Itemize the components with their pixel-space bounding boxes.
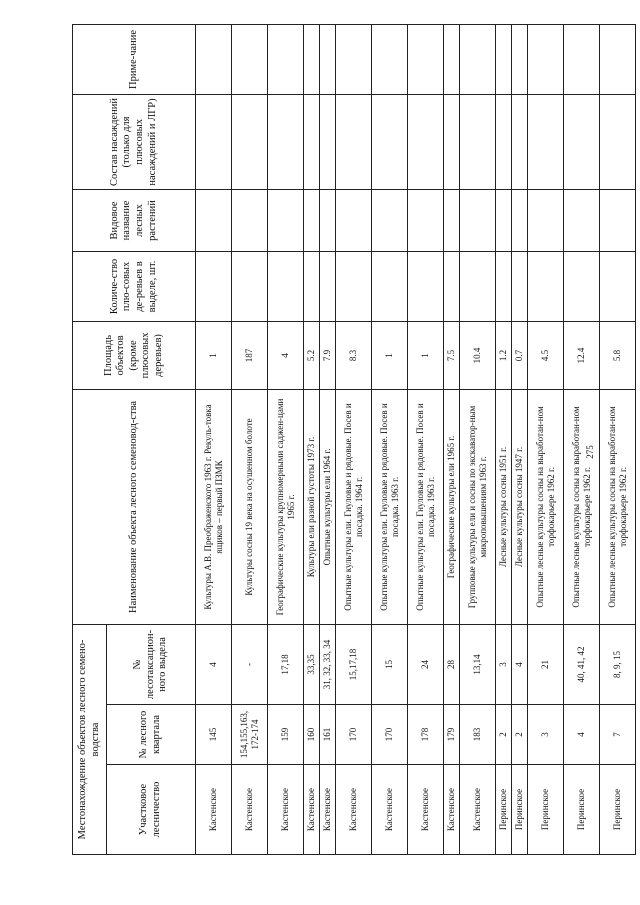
cell-tree-count — [320, 251, 336, 321]
table-row — [460, 24, 496, 854]
cell-composition — [408, 94, 444, 189]
cell-note — [512, 24, 528, 94]
cell-species — [528, 189, 564, 251]
cell-tree-count — [496, 251, 512, 321]
table-row — [408, 24, 444, 854]
table-row — [196, 24, 232, 854]
table-row — [372, 24, 408, 854]
table-row — [512, 24, 528, 854]
cell-note — [196, 24, 232, 94]
cell-note — [408, 24, 444, 94]
header-composition: Состав насаждений (только для плюсовых насаждений и ЛГР) — [73, 94, 196, 189]
cell-district: Кастенское — [320, 765, 336, 855]
cell-species — [196, 189, 232, 251]
table-row — [232, 24, 268, 854]
cell-tree-count — [304, 251, 320, 321]
cell-composition — [196, 94, 232, 189]
header-species: Видовое название лесных растений — [73, 189, 196, 251]
page-number: 275 — [585, 445, 595, 459]
cell-quarter: 178 — [408, 705, 444, 765]
cell-district: Кастенское — [408, 765, 444, 855]
cell-quarter: 160 — [304, 705, 320, 765]
cell-plot: 33,35 — [304, 624, 320, 704]
cell-composition — [268, 94, 304, 189]
table-row — [304, 24, 320, 854]
cell-composition — [320, 94, 336, 189]
cell-name: Опытные культуры ели. Гнуловые и рядовые. Посев и посадка. 1964 г. — [336, 389, 372, 624]
cell-quarter: 7 — [600, 705, 636, 765]
cell-plot: 13,14 — [460, 624, 496, 704]
cell-quarter: 145 — [196, 705, 232, 765]
cell-plot: 24 — [408, 624, 444, 704]
cell-note — [268, 24, 304, 94]
cell-species — [408, 189, 444, 251]
cell-area: 187 — [232, 321, 268, 389]
cell-district: Кастенское — [304, 765, 320, 855]
cell-composition — [232, 94, 268, 189]
cell-plot: 3 — [496, 624, 512, 704]
cell-tree-count — [528, 251, 564, 321]
cell-species — [460, 189, 496, 251]
cell-plot: 15 — [372, 624, 408, 704]
cell-quarter: 154,155,163, 172-174 — [232, 705, 268, 765]
table-row — [496, 24, 512, 854]
cell-tree-count — [444, 251, 460, 321]
cell-name: Культуры сосны 19 века на осушенном болоте — [232, 389, 268, 624]
cell-plot: 40, 41, 42 — [564, 624, 600, 704]
cell-composition — [600, 94, 636, 189]
seed-objects-table — [72, 24, 636, 855]
cell-quarter: 179 — [444, 705, 460, 765]
cell-species — [496, 189, 512, 251]
cell-name: Опытные лесные культуры сосны на выработан-ном торфокарьере 1962 г. — [528, 389, 564, 624]
cell-district: Кастенское — [372, 765, 408, 855]
cell-name: Опытные лесные культуры сосны на выработан-ном торфокарьере 1962 г. — [564, 389, 600, 624]
cell-name: Опытные культуры ели. Гнуловые и рядовые. Посев и посадка. 1963 г. — [408, 389, 444, 624]
cell-district: Кастенское — [444, 765, 460, 855]
cell-plot: 31, 32, 33, 34 — [320, 624, 336, 704]
cell-composition — [372, 94, 408, 189]
cell-composition — [444, 94, 460, 189]
cell-species — [444, 189, 460, 251]
table-row — [528, 24, 564, 854]
cell-district: Кастенское — [336, 765, 372, 855]
cell-composition — [496, 94, 512, 189]
table-row — [564, 24, 600, 854]
table-row — [320, 24, 336, 854]
cell-tree-count — [408, 251, 444, 321]
cell-area: 1 — [408, 321, 444, 389]
header-plot: № лесотаксацион-ного выдела — [107, 624, 196, 704]
cell-district: Перинское — [528, 765, 564, 855]
cell-plot: 17,18 — [268, 624, 304, 704]
table-row — [336, 24, 372, 854]
cell-note — [304, 24, 320, 94]
cell-plot: 4 — [512, 624, 528, 704]
cell-plot: 15,17,18 — [336, 624, 372, 704]
cell-area: 0.7 — [512, 321, 528, 389]
cell-tree-count — [336, 251, 372, 321]
cell-note — [528, 24, 564, 94]
cell-area: 7.5 — [444, 321, 460, 389]
cell-note — [496, 24, 512, 94]
cell-quarter: 161 — [320, 705, 336, 765]
cell-composition — [512, 94, 528, 189]
cell-plot: 28 — [444, 624, 460, 704]
header-area: Площадь объектов (кроме плюсовых деревьев) — [73, 321, 196, 389]
cell-plot: 8, 9, 15 — [600, 624, 636, 704]
cell-species — [600, 189, 636, 251]
header-note: Приме-чание — [73, 24, 196, 94]
cell-area: 1 — [372, 321, 408, 389]
cell-quarter: 170 — [336, 705, 372, 765]
header-name: Наименование объекта лесного семеновод-ства — [73, 389, 196, 624]
cell-note — [444, 24, 460, 94]
cell-tree-count — [564, 251, 600, 321]
cell-composition — [460, 94, 496, 189]
cell-name: Опытные лесные культуры сосны на выработан-ном торфокарьере 1962 г. — [600, 389, 636, 624]
cell-species — [564, 189, 600, 251]
cell-area: 1.2 — [496, 321, 512, 389]
cell-note — [336, 24, 372, 94]
header-district: Участковое лесничество — [107, 765, 196, 855]
cell-tree-count — [600, 251, 636, 321]
cell-name: Культуры ели разной густоты 1973 г. — [304, 389, 320, 624]
cell-district: Кастенское — [196, 765, 232, 855]
cell-tree-count — [232, 251, 268, 321]
cell-quarter: 3 — [528, 705, 564, 765]
cell-species — [268, 189, 304, 251]
cell-name: Географические культуры крупномерными саджен-цами 1965 г. — [268, 389, 304, 624]
cell-district: Кастенское — [232, 765, 268, 855]
cell-composition — [336, 94, 372, 189]
cell-tree-count — [372, 251, 408, 321]
cell-district: Кастенское — [268, 765, 304, 855]
header-quarter: № лесного квартала — [107, 705, 196, 765]
cell-district: Перинское — [512, 765, 528, 855]
table-row — [444, 24, 460, 854]
cell-plot: - — [232, 624, 268, 704]
cell-district: Перинское — [600, 765, 636, 855]
cell-composition — [564, 94, 600, 189]
cell-note — [460, 24, 496, 94]
cell-district: Перинское — [564, 765, 600, 855]
cell-species — [232, 189, 268, 251]
cell-species — [304, 189, 320, 251]
cell-name: Опытные культуры ели. Гнуловые и рядовые. Посев и посадка. 1963 г. — [372, 389, 408, 624]
cell-composition — [528, 94, 564, 189]
cell-species — [336, 189, 372, 251]
cell-quarter: 2 — [496, 705, 512, 765]
cell-composition — [304, 94, 320, 189]
cell-district: Перинское — [496, 765, 512, 855]
cell-tree-count — [460, 251, 496, 321]
cell-area: 12.4 — [564, 321, 600, 389]
cell-name: Лесные культуры сосны 1947 г. — [512, 389, 528, 624]
cell-quarter: 2 — [512, 705, 528, 765]
cell-quarter: 183 — [460, 705, 496, 765]
cell-note — [232, 24, 268, 94]
cell-note — [600, 24, 636, 94]
table-row — [600, 24, 636, 854]
cell-note — [372, 24, 408, 94]
header-tree-count: Количе-ство плю-совых де-ревьев в выделе, шт. — [73, 251, 196, 321]
cell-area: 4.5 — [528, 321, 564, 389]
cell-name: Лесные культуры сосны 1951 г. — [496, 389, 512, 624]
cell-quarter: 4 — [564, 705, 600, 765]
cell-species — [512, 189, 528, 251]
cell-tree-count — [196, 251, 232, 321]
cell-area: 8.3 — [336, 321, 372, 389]
cell-quarter: 170 — [372, 705, 408, 765]
cell-plot: 21 — [528, 624, 564, 704]
cell-name: Культуры А.В. Преображенского 1963 г. Рекуль-товка ящиков – первый ПЗМК — [196, 389, 232, 624]
cell-note — [564, 24, 600, 94]
cell-name: Опытные культуры ели 1964 г. — [320, 389, 336, 624]
cell-species — [372, 189, 408, 251]
cell-area: 5.2 — [304, 321, 320, 389]
table-row — [268, 24, 304, 854]
cell-area: 7.9 — [320, 321, 336, 389]
cell-quarter: 159 — [268, 705, 304, 765]
cell-species — [320, 189, 336, 251]
cell-area: 4 — [268, 321, 304, 389]
cell-area: 5.8 — [600, 321, 636, 389]
cell-area: 1 — [196, 321, 232, 389]
cell-district: Кастенское — [460, 765, 496, 855]
cell-plot: 4 — [196, 624, 232, 704]
cell-note — [320, 24, 336, 94]
cell-area: 10.4 — [460, 321, 496, 389]
cell-name: Групповые культуры ели и сосны по экскаватор-ным микроповышениям 1963 г. — [460, 389, 496, 624]
cell-tree-count — [512, 251, 528, 321]
cell-tree-count — [268, 251, 304, 321]
cell-name: Географические культуры ели 1965 г. — [444, 389, 460, 624]
header-location-group: Местонахождение объектов лесного семено-водства — [73, 624, 107, 854]
